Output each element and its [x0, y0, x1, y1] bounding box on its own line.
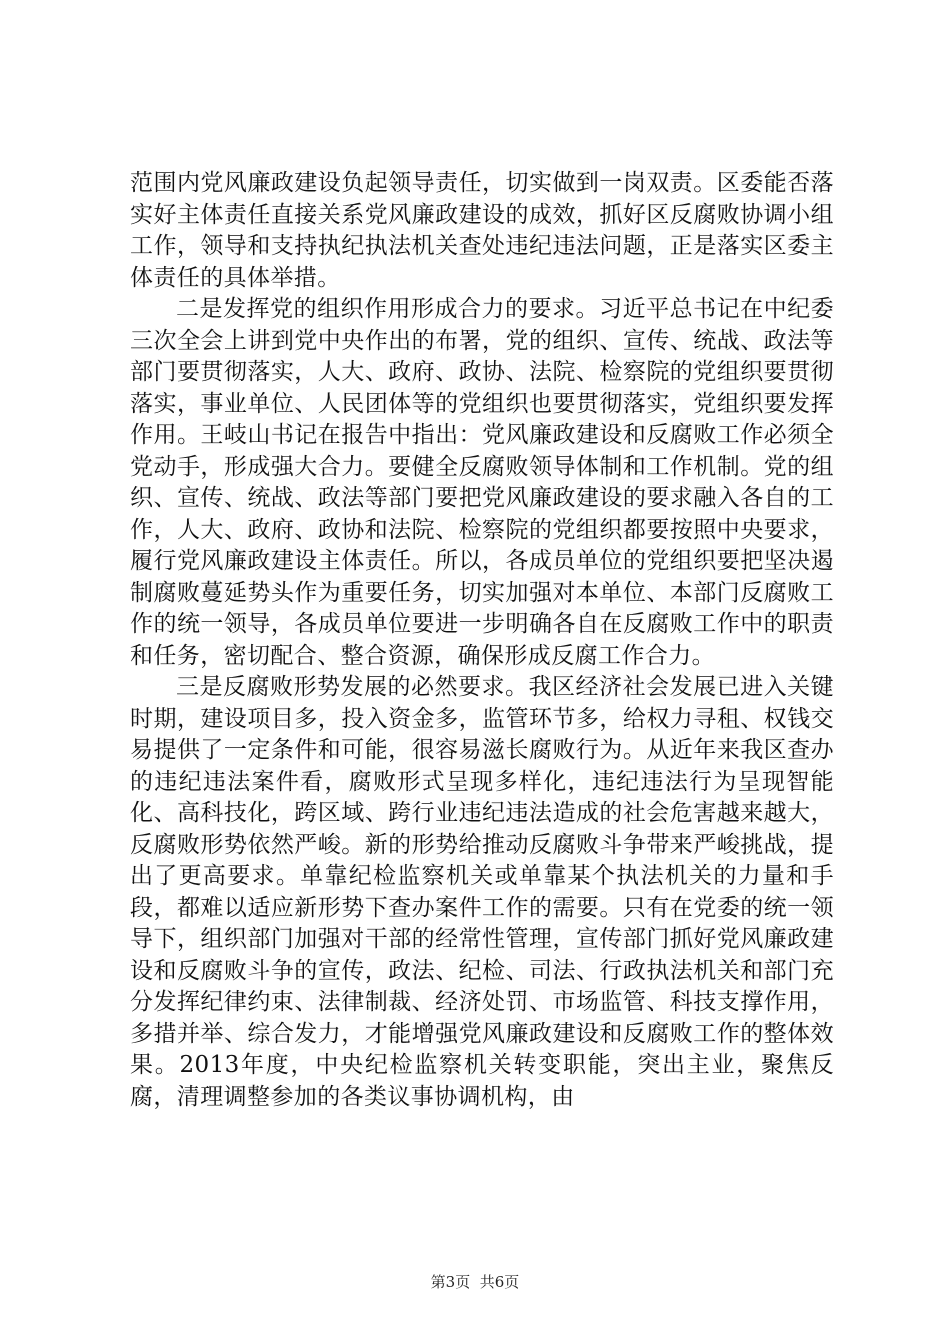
paragraph-3: 三是反腐败形势发展的必然要求。我区经济社会发展已进入关键时期，建设项目多，投入资金多，监管环节多，给权力寻租、权钱交易提供了一定条件和可能，很容易滋长腐败行为。从近年来我区查办的违纪违法案件看，腐败形式呈现多样化，违纪违法行为呈现智能化、高科技化，跨区域、跨行业违纪违法造成的社会危害越来越大，反腐败形势依然严峻。新的形势给推动反腐败斗争带来严峻挑战，提出了更高要求。单靠纪检监察机关或单靠某个执法机关的力量和手段，都难以适应新形势下查办案件工作的需要。只有在党委的统一领导下，组织部门加强对干部的经常性管理，宣传部门抓好党风廉政建设和反腐败斗争的宣传，政法、纪检、司法、行政执法机关和部门充分发挥纪律约束、法律制裁、经济处罚、市场监管、科技支撑作用，多措并举、综合发力，才能增强党风廉政建设和反腐败工作的整体效果。2013年度，中央纪检监察机关转变职能，突出主业，聚焦反腐，清理调整参加的各类议事协调机构，由: [130, 674, 834, 1110]
paragraph-1: 范围内党风廉政建设负起领导责任，切实做到一岗双责。区委能否落实好主体责任直接关系党风廉政建设的成效，抓好区反腐败协调小组工作，领导和支持执纪执法机关查处违纪违法问题，正是落实区委主体责任的具体举措。: [130, 170, 834, 291]
page-footer: [0, 1272, 950, 1292]
document-body: [130, 168, 834, 1113]
paragraph-2: 二是发挥党的组织作用形成合力的要求。习近平总书记在中纪委三次全会上讲到党中央作出的布署，党的组织、宣传、统战、政法等部门要贯彻落实，人大、政府、政协、法院、检察院的党组织要贯彻落实，事业单位、人民团体等的党组织也要贯彻落实，党组织要发挥作用。王岐山书记在报告中指出：党风廉政建设和反腐败工作必须全党动手，形成强大合力。要健全反腐败领导体制和工作机制。党的组织、宣传、统战、政法等部门要把党风廉政建设的要求融入各自的工作，人大、政府、政协和法院、检察院的党组织都要按照中央要求，履行党风廉政建设主体责任。所以，各成员单位的党组织要把坚决遏制腐败蔓延势头作为重要任务，切实加强对本单位、本部门反腐败工作的统一领导，各成员单位要进一步明确各自在反腐败工作中的职责和任务，密切配合、整合资源，确保形成反腐工作合力。: [130, 296, 834, 669]
footer-gap: [470, 1273, 480, 1291]
page-number: 第3页: [430, 1273, 471, 1291]
page-total: 共6页: [479, 1273, 520, 1291]
